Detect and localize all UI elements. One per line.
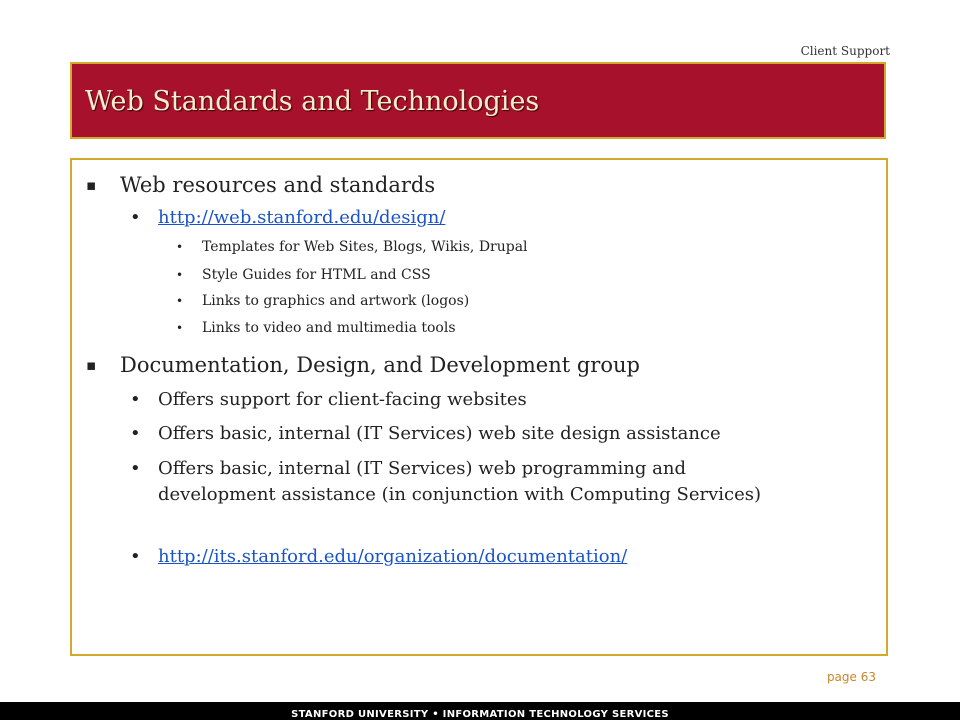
bullet-icon: • [130, 389, 141, 410]
bullet-heading: Web resources and standards [120, 173, 436, 197]
documentation-link[interactable]: http://its.stanford.edu/organization/documentation/ [158, 546, 628, 567]
subitem-text: Templates for Web Sites, Blogs, Wikis, Drupal [202, 239, 528, 255]
page-number: page 63 [826, 670, 876, 684]
item-text: development assistance (in conjunction with Computing Services) [158, 484, 762, 505]
design-link[interactable]: http://web.stanford.edu/design/ [158, 207, 446, 228]
subitem-text: Style Guides for HTML and CSS [202, 267, 431, 283]
bullet-icon: • [176, 321, 184, 335]
subitem-text: Links to graphics and artwork (logos) [202, 293, 470, 309]
square-bullet-icon: ▪ [86, 356, 97, 374]
footer-bar [0, 702, 960, 720]
content-box [70, 158, 888, 656]
bullet-icon: • [130, 423, 141, 444]
item-text: Offers basic, internal (IT Services) web programming and [158, 458, 686, 479]
bullet-icon: • [176, 240, 184, 254]
item-text: Offers basic, internal (IT Services) web site design assistance [158, 423, 721, 444]
bullet-icon: • [130, 458, 141, 479]
bullet-icon: • [176, 294, 184, 308]
section-label: Client Support [800, 44, 890, 58]
item-text: Offers support for client-facing websites [158, 389, 527, 410]
bullet-icon: • [176, 268, 184, 282]
subitem-text: Links to video and multimedia tools [202, 320, 456, 336]
bullet-heading: Documentation, Design, and Development group [120, 353, 640, 377]
square-bullet-icon: ▪ [86, 176, 97, 194]
footer-org: STANFORD UNIVERSITY • INFORMATION TECHNOLOGY SERVICES [291, 709, 669, 720]
slide-title: Web Standards and Technologies [85, 86, 540, 117]
bullet-icon: • [130, 546, 141, 567]
bullet-icon: • [130, 207, 141, 228]
title-bar [70, 62, 886, 139]
